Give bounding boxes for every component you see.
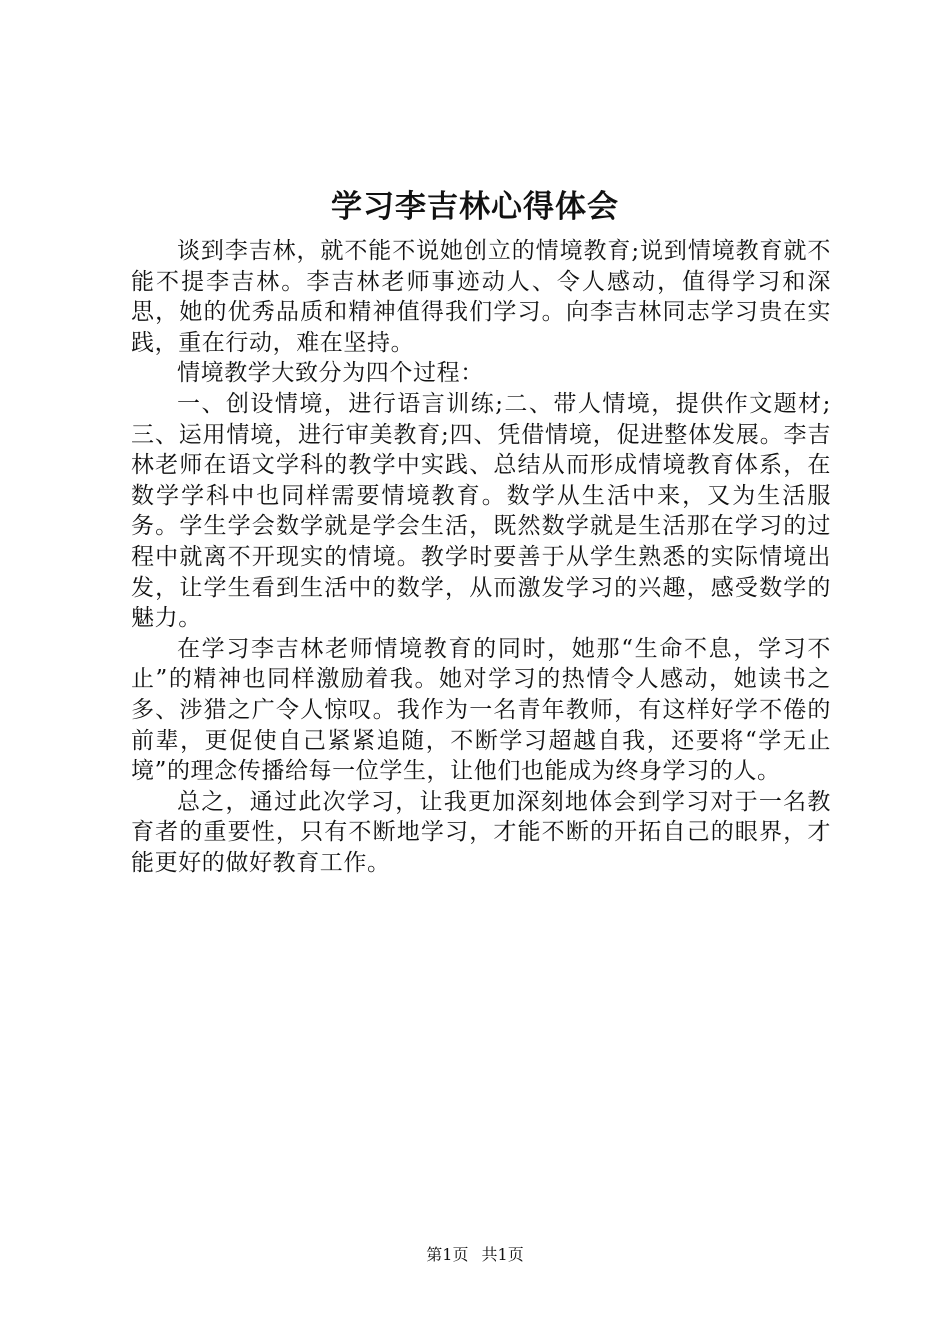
document-title: 学习李吉林心得体会 [331, 189, 619, 225]
page-number: 第1页 [426, 1245, 469, 1264]
page-total: 共1页 [481, 1245, 524, 1264]
paragraph-conclusion: 总之，通过此次学习，让我更加深刻地体会到学习对于一名教育者的重要性，只有不断地学习，才能不断的开拓自己的眼界，才能更好的做好教育工作。 [131, 788, 831, 876]
document-body [131, 236, 831, 878]
paragraph-process-heading: 情境教学大致分为四个过程： [177, 360, 484, 387]
page-footer [0, 1243, 950, 1267]
paragraph-four-processes: 一、创设情境，进行语言训练;二、带人情境，提供作文题材;三、运用情境，进行审美教育;四、凭借情境，促进整体发展。李吉林老师在语文学科的教学中实践、总结从而形成情境教育体系，在数学学科中也同样需要情境教育。数学从生活中来，又为生活服务。学生学会数学就是学会生活，既然数学就是生活那在学习的过程中就离不开现实的情境。教学时要善于从学生熟悉的实际情境出发，让学生看到生活中的数学，从而激发学习的兴趣，感受数学的魅力。 [131, 390, 831, 632]
paragraph-intro: 谈到李吉林，就不能不说她创立的情境教育;说到情境教育就不能不提李吉林。李吉林老师事迹动人、令人感动，值得学习和深思，她的优秀品质和精神值得我们学习。向李吉林同志学习贵在实践，重在行动，难在坚持。 [131, 238, 831, 356]
paragraph-learning-spirit: 在学习李吉林老师情境教育的同时，她那“生命不息，学习不止”的精神也同样激励着我。她对学习的热情令人感动，她读书之多、涉猎之广令人惊叹。我作为一名青年教师，有这样好学不倦的前辈，更促使自己紧紧追随，不断学习超越自我，还要将“学无止境”的理念传播给每一位学生，让他们也能成为终身学习的人。 [131, 635, 831, 785]
